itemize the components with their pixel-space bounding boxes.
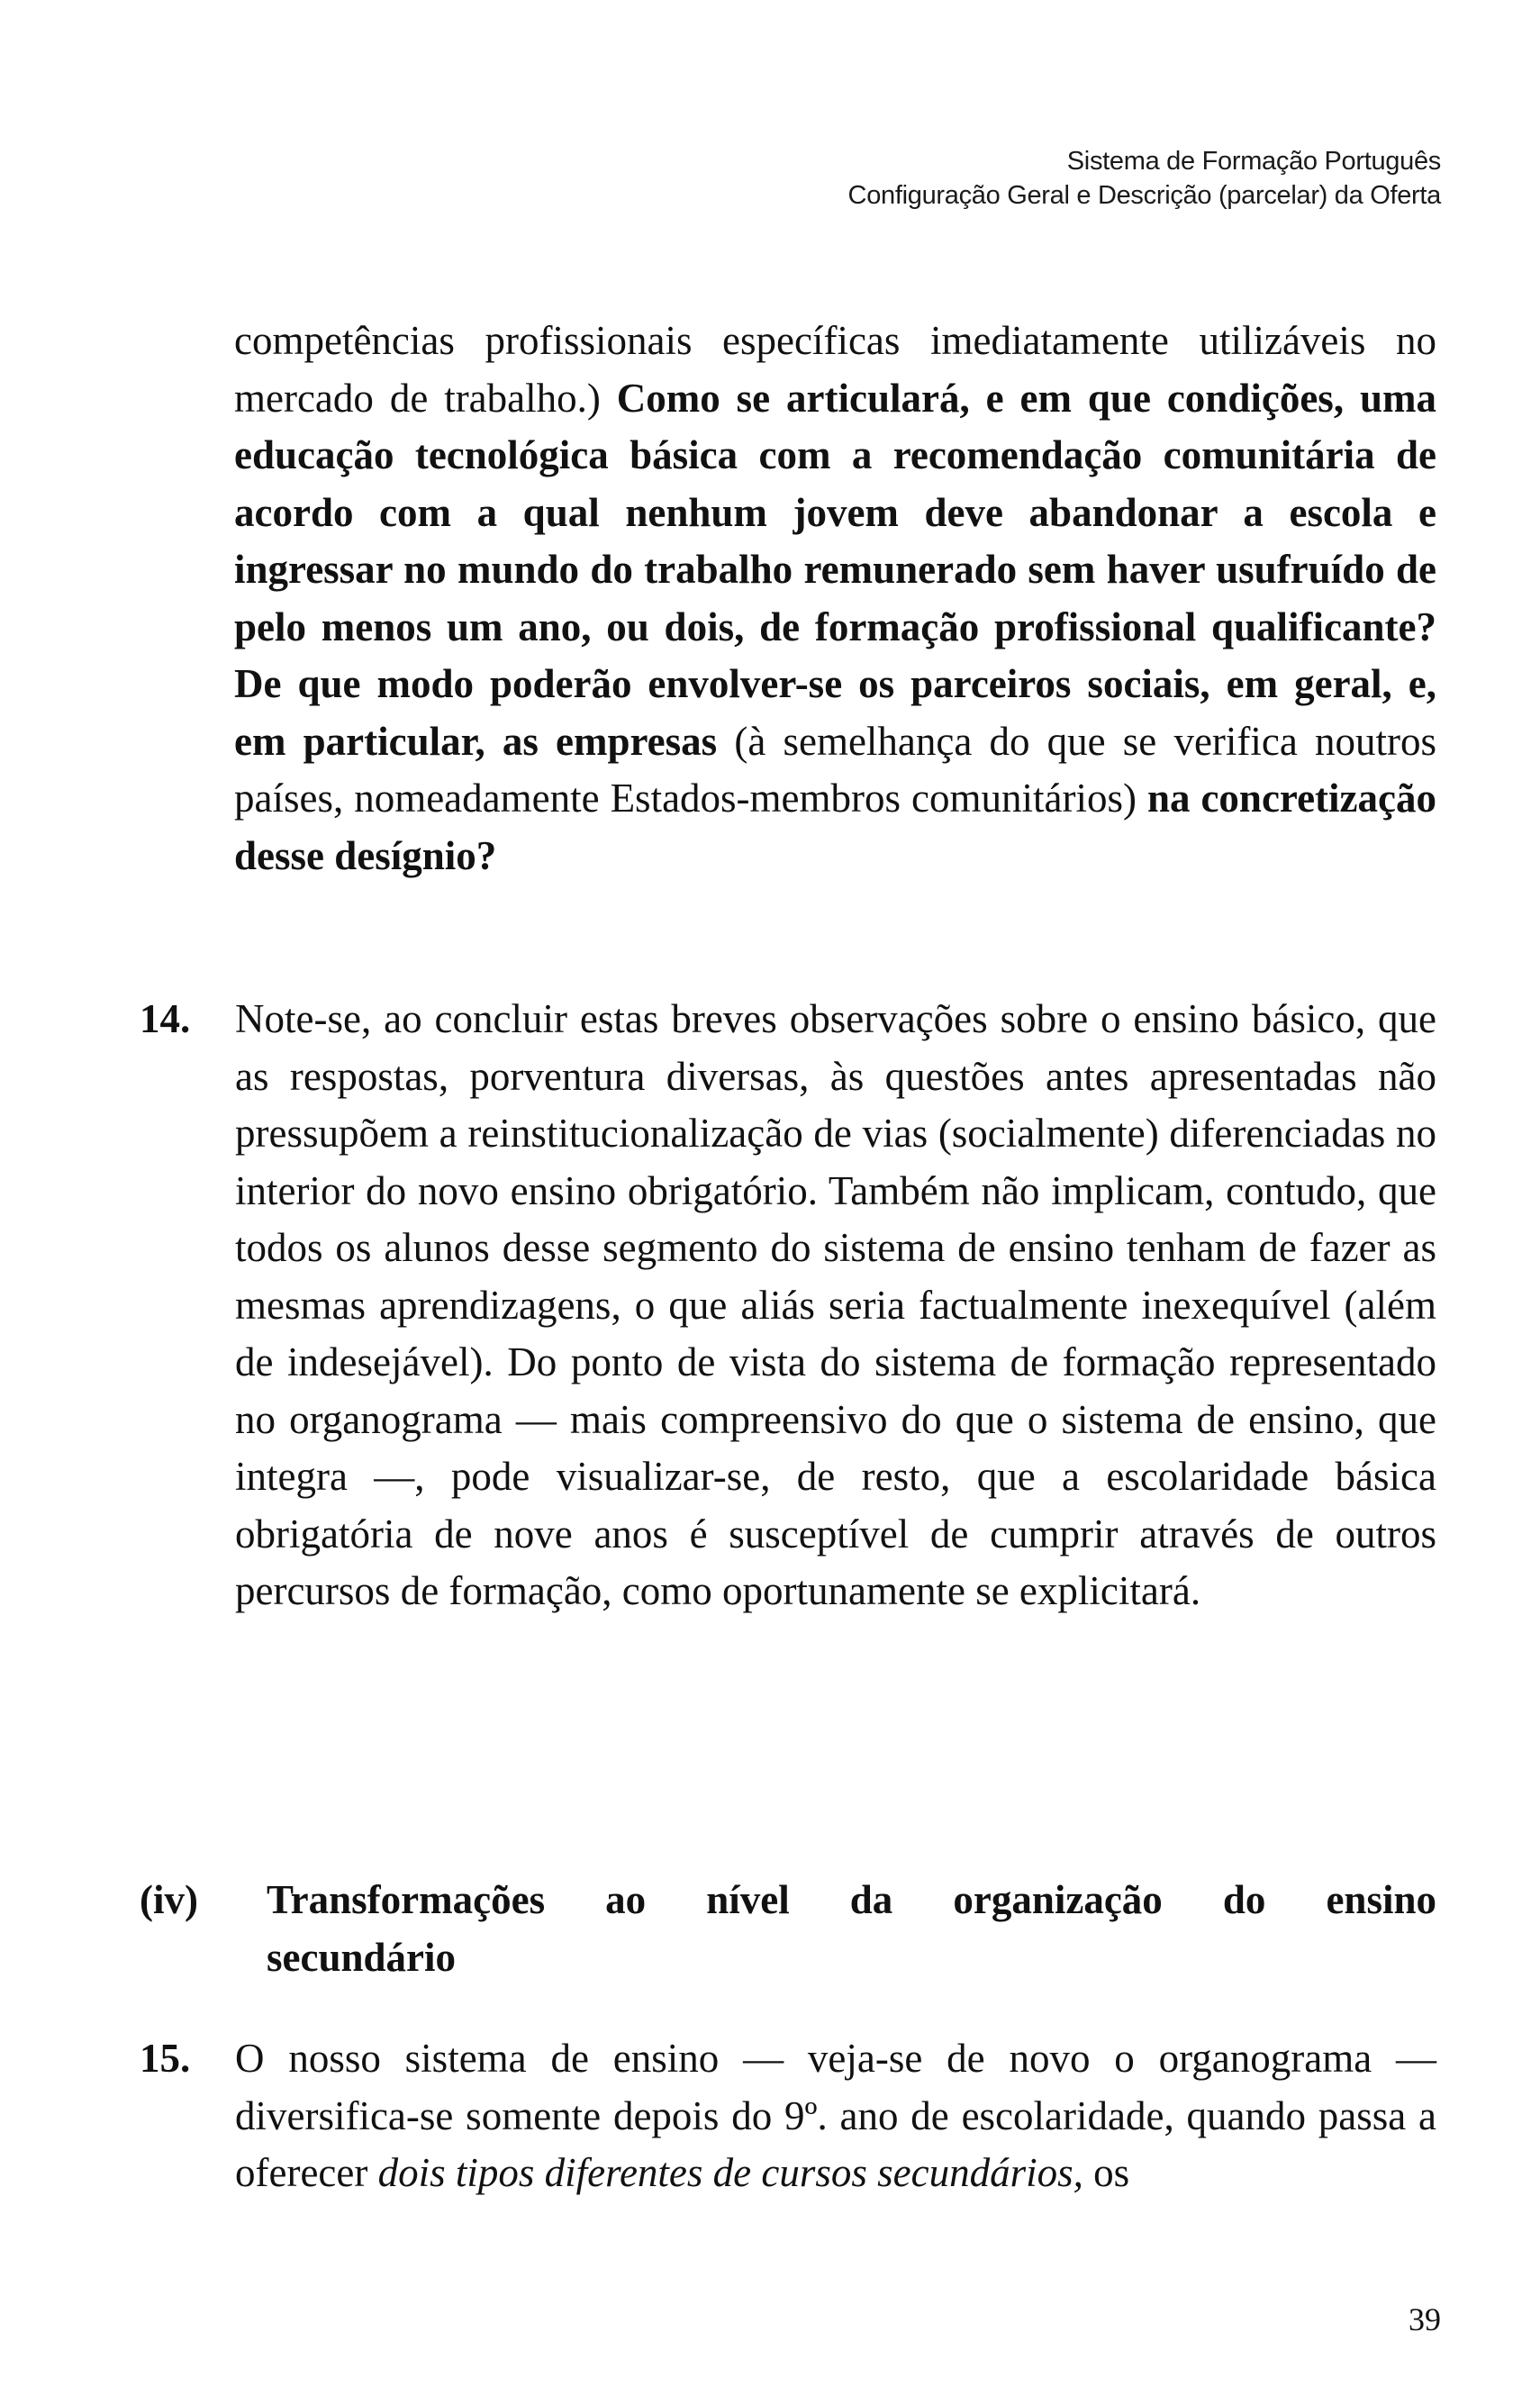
paragraph-number: 14. — [140, 996, 191, 1041]
text-run: competências profissionais específicas imediatamente utilizáveis no mercado de trabalho.) — [234, 318, 1436, 421]
section-number: (iv) — [140, 1877, 198, 1922]
text-run: O nosso sistema de ensino — veja-se de novo o organograma — diversifica-se somente depois do 9º. ano de escolaridade, quando passa a oferecer — [235, 2036, 1436, 2195]
italic-run: dois tipos diferentes de cursos secundários, — [377, 2150, 1083, 2195]
section-title-continued: secundário — [267, 1934, 457, 1980]
paragraph-continued — [234, 313, 1436, 885]
header-title: Sistema de Formação Português — [1066, 147, 1441, 176]
text-run: (à semelhança do que se verifica noutros países, nomeadamente Estados-membros comunitários) — [234, 718, 1436, 821]
section-heading — [140, 1872, 1436, 1986]
running-header — [848, 144, 1441, 213]
paragraph-14 — [140, 991, 1436, 1620]
header-subtitle: Configuração Geral e Descrição (parcelar) da Oferta — [847, 181, 1441, 210]
paragraph-text — [235, 2030, 1436, 2202]
page-number: 39 — [1409, 2301, 1441, 2337]
bold-run: na concretização desse desígnio? — [234, 776, 1436, 878]
paragraph-number: 15. — [140, 2036, 191, 2081]
paragraph-15 — [140, 2030, 1436, 2202]
text-run: os — [1083, 2150, 1130, 2195]
bold-run: Como se articulará, e em que condições, uma educação tecnológica básica com a recomendação comunitária de acordo com a qual nenhum jovem deve abandonar a escola e ingressar no mundo do trabalho remunerado sem haver usufruído de pelo menos um ano, ou dois, de formação profissional qualificante? De que modo poderão envolver-se os parceiros sociais, em geral, e, em particular, as empresas — [234, 375, 1436, 764]
paragraph-text: Note-se, ao concluir estas breves observações sobre o ensino básico, que as respostas, porventura diversas, às questões antes apresentadas não pressupõem a reinstitucionalização de vias (socialmente) diferenciadas no interior do novo ensino obrigatório. Também não implicam, contudo, que todos os alunos desse segmento do sistema de ensino tenham de fazer as mesmas aprendizagens, o que aliás seria factualmente inexequível (além de indesejável). Do ponto de vista do sistema de formação representado no organograma — mais compreensivo do que o sistema de ensino, que integra —, pode visualizar-se, de resto, que a escolaridade básica obrigatória de nove anos é susceptível de cumprir através de outros percursos de formação, como oportunamente se explicitará. — [235, 996, 1436, 1613]
section-title: Transformações ao nível da organização do ensino — [267, 1877, 1436, 1922]
